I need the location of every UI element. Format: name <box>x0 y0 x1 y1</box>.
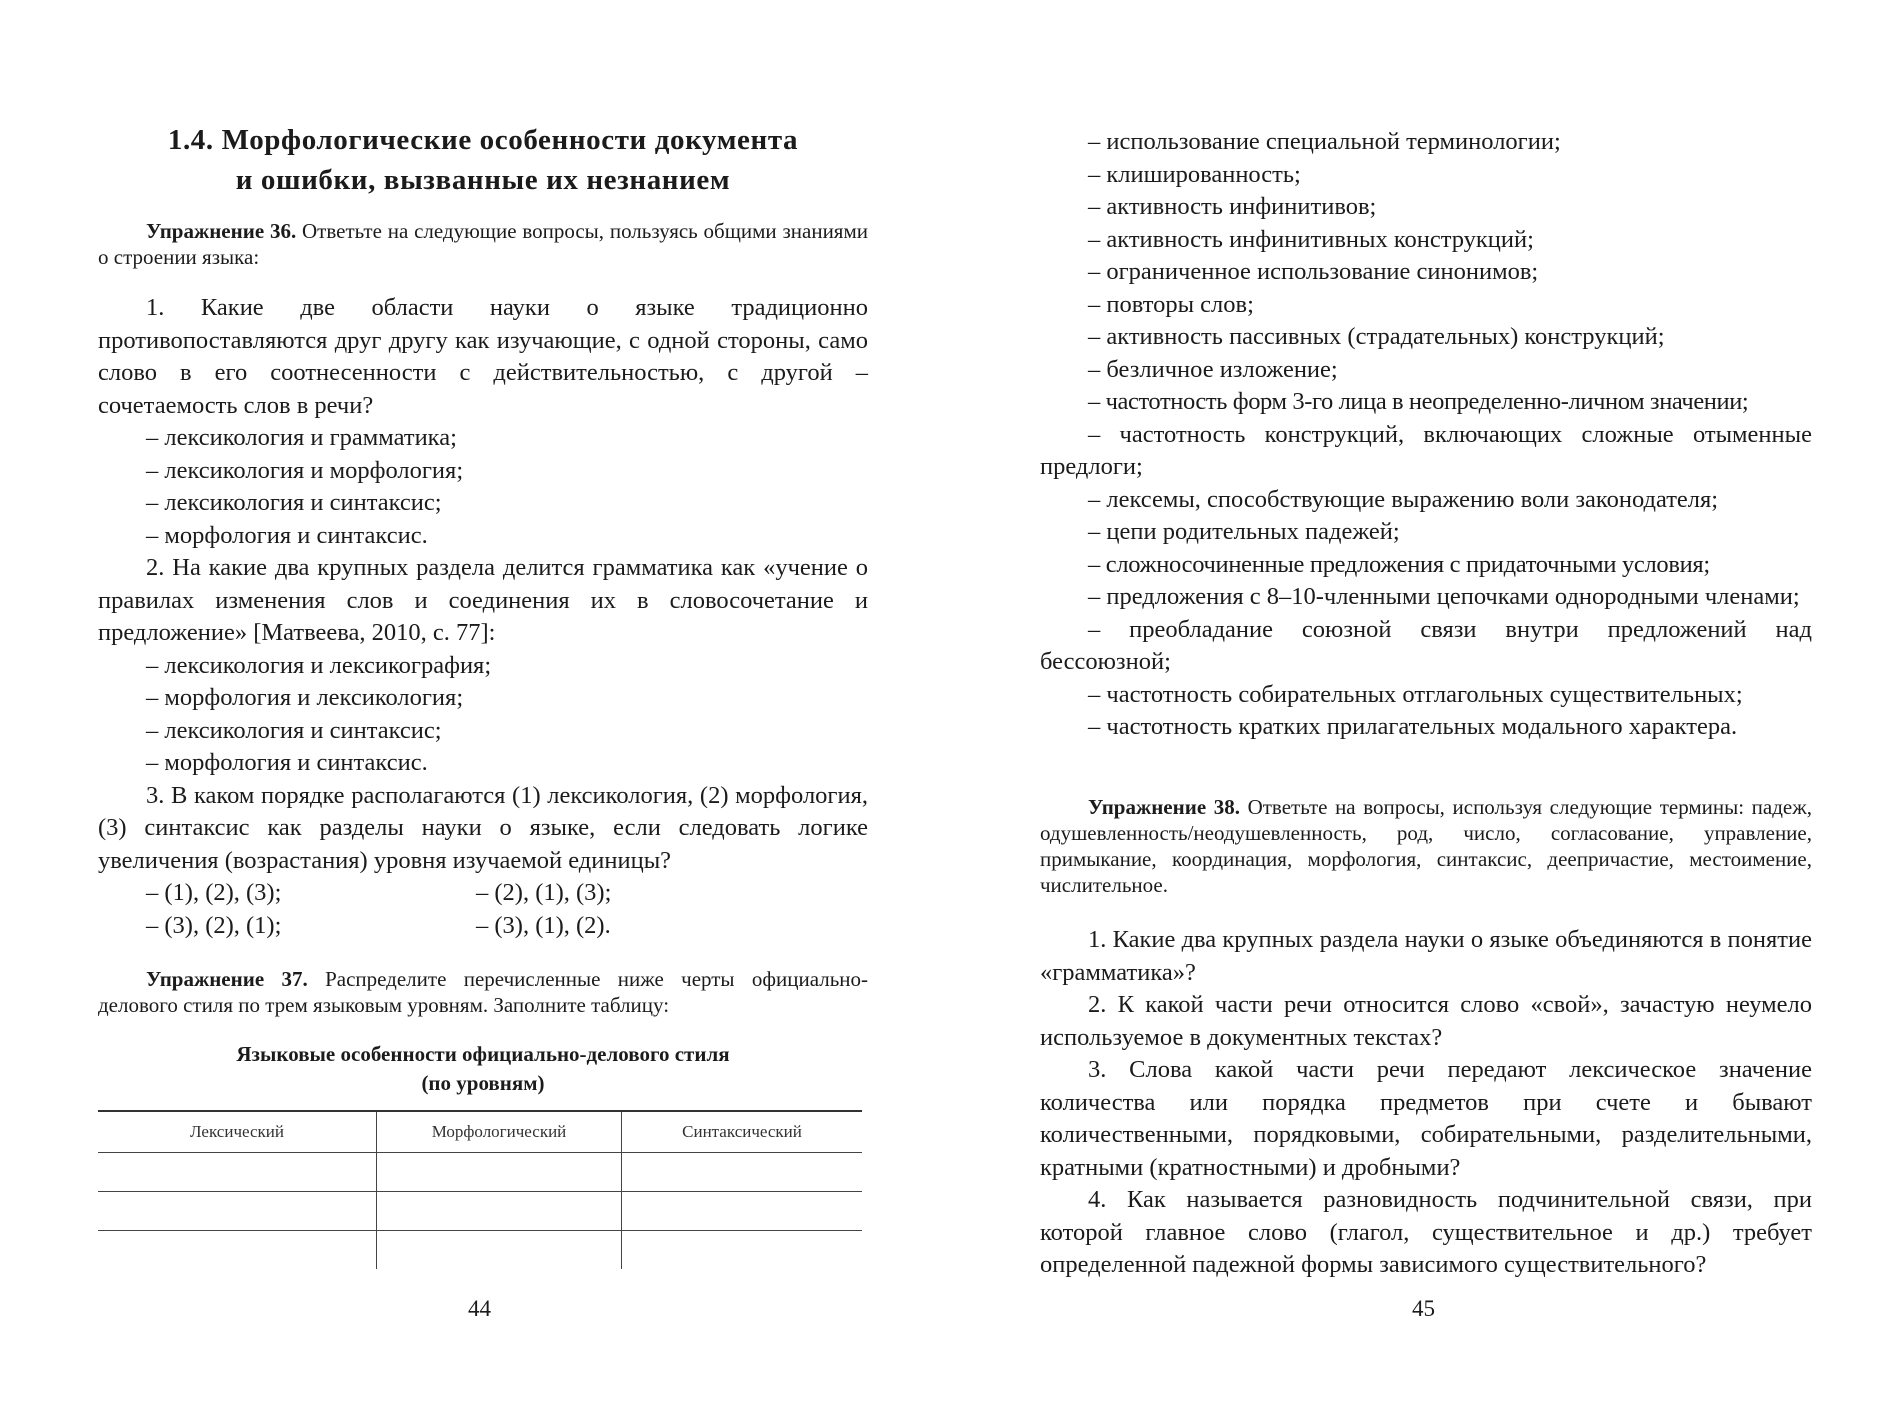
column-header-lexical: Лексический <box>98 1111 377 1153</box>
table-row <box>98 1153 862 1192</box>
answer-option: – (3), (2), (1); <box>146 911 282 939</box>
feature-item: – активность инфинитивов; <box>1088 193 1377 220</box>
column-header-morphological: Морфологический <box>377 1111 622 1153</box>
feature-item: – безличное изложение; <box>1088 355 1338 383</box>
exercise-36-label: Упражнение 36. <box>146 219 297 243</box>
answer-option: – морфология и синтаксис. <box>146 521 428 549</box>
page-number: 44 <box>468 1296 491 1321</box>
feature-item: – повторы слов; <box>1088 290 1254 318</box>
answer-option: – лексикология и морфология; <box>146 456 464 484</box>
table-cell[interactable] <box>98 1153 377 1192</box>
answer-option: – лексикология и синтаксис; <box>146 716 442 744</box>
table-row <box>98 1231 862 1270</box>
feature-item: – активность инфинитивных конструкций; <box>1088 225 1534 253</box>
question-item: 2. К какой части речи относится слово «свой», зачастую неумело используемое в документных текстах? <box>1040 991 1812 1051</box>
table-cell[interactable] <box>622 1153 863 1192</box>
exercise-38-label: Упражнение 38. <box>1088 795 1240 819</box>
exercise-36-text: Ответьте на следующие вопросы, пользуясь общими знаниями о строении языка: <box>98 219 868 269</box>
answer-pair <box>98 877 868 910</box>
question-3: 3. В каком порядке располагаются (1) лексикология, (2) морфология, (3) синтаксис как разделы науки о языке, если следовать логике увеличения (возрастания) уровня изучаемой единицы? <box>98 781 868 874</box>
answer-option: – (3), (1), (2). <box>476 911 611 939</box>
feature-item: – клишированность; <box>1088 160 1301 188</box>
style-features-table <box>98 1110 862 1269</box>
question-1: 1. Какие две области науки о языке традиционно противопоставляются друг другу как изучающие, с одной стороны, само слово в его соотнесенности с действительностью, с другой – сочетаемость слов в речи? <box>98 294 868 419</box>
column-header-syntactic: Синтаксический <box>622 1111 863 1153</box>
answer-option: – лексикология и грамматика; <box>146 424 457 451</box>
section-heading <box>98 120 868 200</box>
table-title-line-1: Языковые особенности официально-делового стиля <box>236 1042 730 1066</box>
table-cell[interactable] <box>377 1231 622 1270</box>
exercise-37-instructions <box>98 966 868 1018</box>
table-cell[interactable] <box>377 1192 622 1231</box>
feature-item: – цепи родительных падежей; <box>1088 518 1400 545</box>
feature-item: – частотность конструкций, включающих сложные отыменные предлоги; <box>1040 420 1812 480</box>
answer-pair <box>98 910 868 943</box>
table-title-line-2: (по уровням) <box>421 1071 545 1095</box>
exercise-37-label: Упражнение 37. <box>146 967 308 991</box>
table-cell[interactable] <box>98 1192 377 1231</box>
feature-item: – предложения с 8–10-членными цепочками однородными членами; <box>1088 583 1800 610</box>
table-row <box>98 1192 862 1231</box>
feature-item: – частотность кратких прилагательных модального характера. <box>1088 713 1738 740</box>
heading-line-2: и ошибки, вызванные их незнанием <box>235 164 731 196</box>
exercise-38-text: Ответьте на вопросы, используя следующие термины: падеж, одушевленность/неодушевленность, род, число, согласование, управление, примыкание, координация, морфология, синтаксис, деепричастие, местоимение, числительное. <box>1040 795 1812 897</box>
answer-option: – (1), (2), (3); <box>146 879 282 906</box>
table-cell[interactable] <box>622 1231 863 1270</box>
answer-option: – морфология и лексикология; <box>146 684 464 711</box>
exercise-36-body <box>98 292 868 942</box>
table-cell[interactable] <box>622 1192 863 1231</box>
page-number: 45 <box>1412 1296 1435 1321</box>
exercise-37-text: Распределите перечисленные ниже черты официально-делового стиля по трем языковым уровням. Заполните таблицу: <box>98 967 868 1017</box>
feature-item: – сложносочиненные предложения с придаточными условия; <box>1088 550 1710 578</box>
features-list <box>1040 126 1812 744</box>
exercise-38-questions <box>1040 924 1812 1282</box>
feature-item: – лексемы, способствующие выражению воли законодателя; <box>1088 485 1719 513</box>
feature-item: – преобладание союзной связи внутри предложений над бессоюзной; <box>1040 615 1812 675</box>
feature-item: – использование специальной терминологии; <box>1088 128 1561 155</box>
answer-option: – лексикология и лексикография; <box>146 651 492 679</box>
exercise-38-instructions <box>1040 794 1812 898</box>
question-item: 4. Как называется разновидность подчинительной связи, при которой главное слово (глагол, существительное и др.) требует определенной падежной формы зависимого существительного? <box>1040 1186 1812 1278</box>
feature-item: – частотность собирательных отглагольных существительных; <box>1088 680 1743 708</box>
feature-item: – ограниченное использование синонимов; <box>1088 258 1539 285</box>
heading-line-1: 1.4. Морфологические особенности документа <box>167 124 799 156</box>
answer-option: – морфология и синтаксис. <box>146 749 428 776</box>
feature-item: – активность пассивных (страдательных) конструкций; <box>1088 323 1665 350</box>
question-item: 1. Какие два крупных раздела науки о языке объединяются в понятие «грамматика»? <box>1040 926 1812 986</box>
feature-item: – частотность форм 3-го лица в неопределенно-личном значении; <box>1088 388 1749 415</box>
question-item: 3. Слова какой части речи передают лексическое значение количества или порядка предметов при счете и бывают количественными, порядковыми, собирательными, разделительными, кратными (кратностными) и дробными? <box>1040 1056 1812 1181</box>
exercise-36-instructions <box>98 218 868 270</box>
table-cell[interactable] <box>377 1153 622 1192</box>
question-2: 2. На какие два крупных раздела делится грамматика как «учение о правилах изменения слов и соединения их в словосочетание и предложение» [Матвеева, 2010, с. 77]: <box>98 554 868 646</box>
answer-option: – (2), (1), (3); <box>476 879 612 906</box>
answer-option: – лексикология и синтаксис; <box>146 489 442 516</box>
table-cell[interactable] <box>98 1231 377 1270</box>
table-title <box>98 1040 868 1098</box>
